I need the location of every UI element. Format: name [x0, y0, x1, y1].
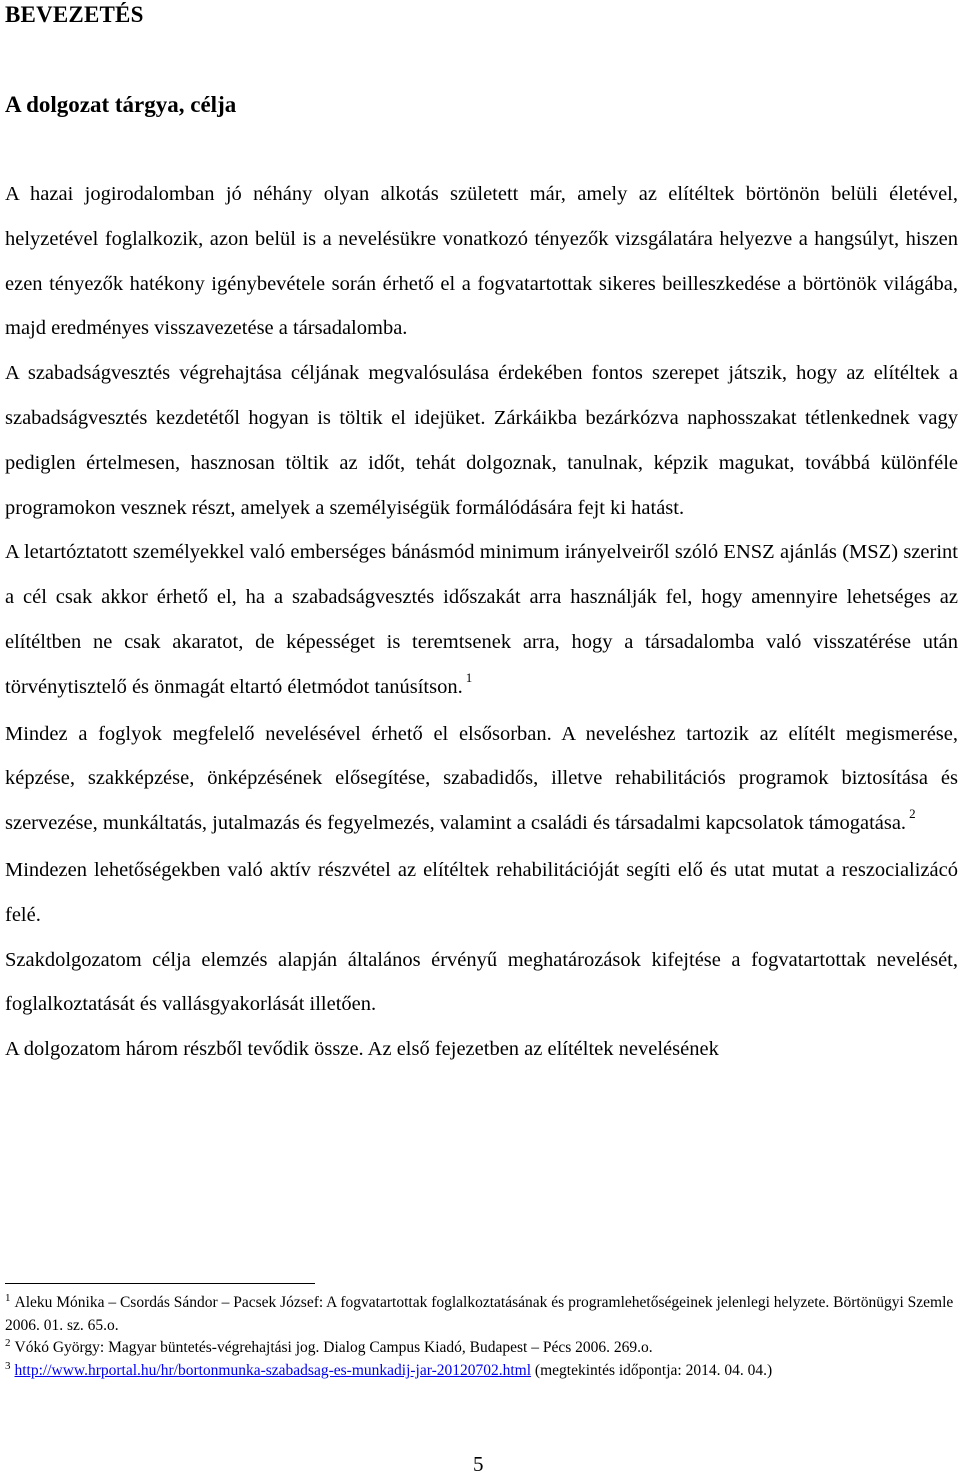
paragraph-text: A hazai jogirodalomban jó néhány olyan alkotás született már, amely az elítéltek börtönön belüli életével, helyzetével foglalkozik, azon belül is a nevelésükre vonatkozó tényezők vizsgálatára helyezve a hangsúlyt, hiszen ezen tényezők hatékony igénybevétele során érhető el a fogvatartottak sikeres beilleszkedése a börtönök világába, majd eredményes visszavezetése a társadalomba. — [5, 183, 958, 340]
footnotes — [5, 1292, 958, 1383]
footnote-reference[interactable]: 2 — [909, 806, 916, 822]
document-page — [5, 0, 958, 1475]
paragraph — [5, 712, 958, 848]
footnote — [5, 1292, 958, 1337]
footnote-text: (megtekintés időpontja: 2014. 04. 04.) — [531, 1362, 773, 1379]
paragraph-text: A letartóztatott személyekkel való emberséges bánásmód minimum irányelveiről szóló ENSZ ajánlás (MSZ) szerint a cél csak akkor érhető el, ha a szabadságvesztés időszakát arra használják fel, hogy amennyire lehetséges az elítéltben ne csak akaratot, de képességet is teremtsenek arra, hogy a társadalomba való visszatérése után törvénytisztelő és önmagát eltartó életmódot tanúsítson. — [5, 541, 958, 698]
paragraph-text: Mindezen lehetőségekben való aktív részvétel az elítéltek rehabilitációját segíti elő és utat mutat a reszocializácó felé. — [5, 858, 958, 926]
footnote — [5, 1337, 958, 1360]
paragraph-text: Szakdolgozatom célja elemzés alapján általános érvényű meghatározások kifejtése a fogvatartottak nevelését, foglalkoztatását és vallásgyakorlását illetően. — [5, 948, 958, 1016]
footnote-link[interactable]: http://www.hrportal.hu/hr/bortonmunka-szabadsag-es-munkadij-jar-20120702.html — [14, 1362, 532, 1379]
paragraph — [5, 938, 958, 1028]
page-number: 5 — [473, 1452, 484, 1476]
paragraph — [5, 848, 958, 938]
footnote-number: 3 — [5, 1360, 11, 1372]
paragraph-text: Mindez a foglyok megfelelő nevelésével érhető el elsősorban. A neveléshez tartozik az elítélt megismerése, képzése, szakképzése, önképzésének elősegítése, szabadidős, illetve rehabilitációs programok biztosítása és szervezése, munkáltatás, jutalmazás és fegyelmezés, valamint a családi és társadalmi kapcsolatok támogatása. — [5, 722, 958, 835]
footnote-separator — [5, 1283, 315, 1284]
paragraph — [5, 351, 958, 530]
footnote — [5, 1360, 958, 1383]
footnote-text: Aleku Mónika – Csordás Sándor – Pacsek József: A fogvatartottak foglalkoztatásának és programlehetőségeinek jelenlegi helyzete. Börtönügyi Szemle 2006. 01. sz. 65.o. — [5, 1294, 954, 1334]
paragraph — [5, 1027, 958, 1072]
paragraph — [5, 530, 958, 711]
chapter-title: BEVEZETÉS — [5, 2, 144, 27]
paragraph-text: A szabadságvesztés végrehajtása céljának megvalósulása érdekében fontos szerepet játszik, hogy az elítéltek a szabadságvesztés kezdetétől hogyan is töltik el idejüket. Zárkáikba bezárkózva naphosszakat tétlenkednek vagy pediglen értelmesen, hasznosan töltik az időt, tehát dolgoznak, tanulnak, képzik magukat, továbbá különféle programokon vesznek részt, amelyek a személyiségük formálódására fejt ki hatást. — [5, 362, 958, 519]
paragraph — [5, 172, 958, 351]
footnote-number: 1 — [5, 1292, 11, 1304]
body-text — [5, 172, 958, 1072]
footnote-text: Vókó György: Magyar büntetés-végrehajtási jog. Dialog Campus Kiadó, Budapest – Pécs 2006. 269.o. — [14, 1339, 653, 1356]
paragraph-text: A dolgozatom három részből tevődik össze. Az első fejezetben az elítéltek nevelésének — [5, 1038, 719, 1061]
footnote-number: 2 — [5, 1337, 11, 1349]
footnote-reference[interactable]: 1 — [465, 669, 473, 685]
section-title: A dolgozat tárgya, célja — [5, 92, 237, 117]
